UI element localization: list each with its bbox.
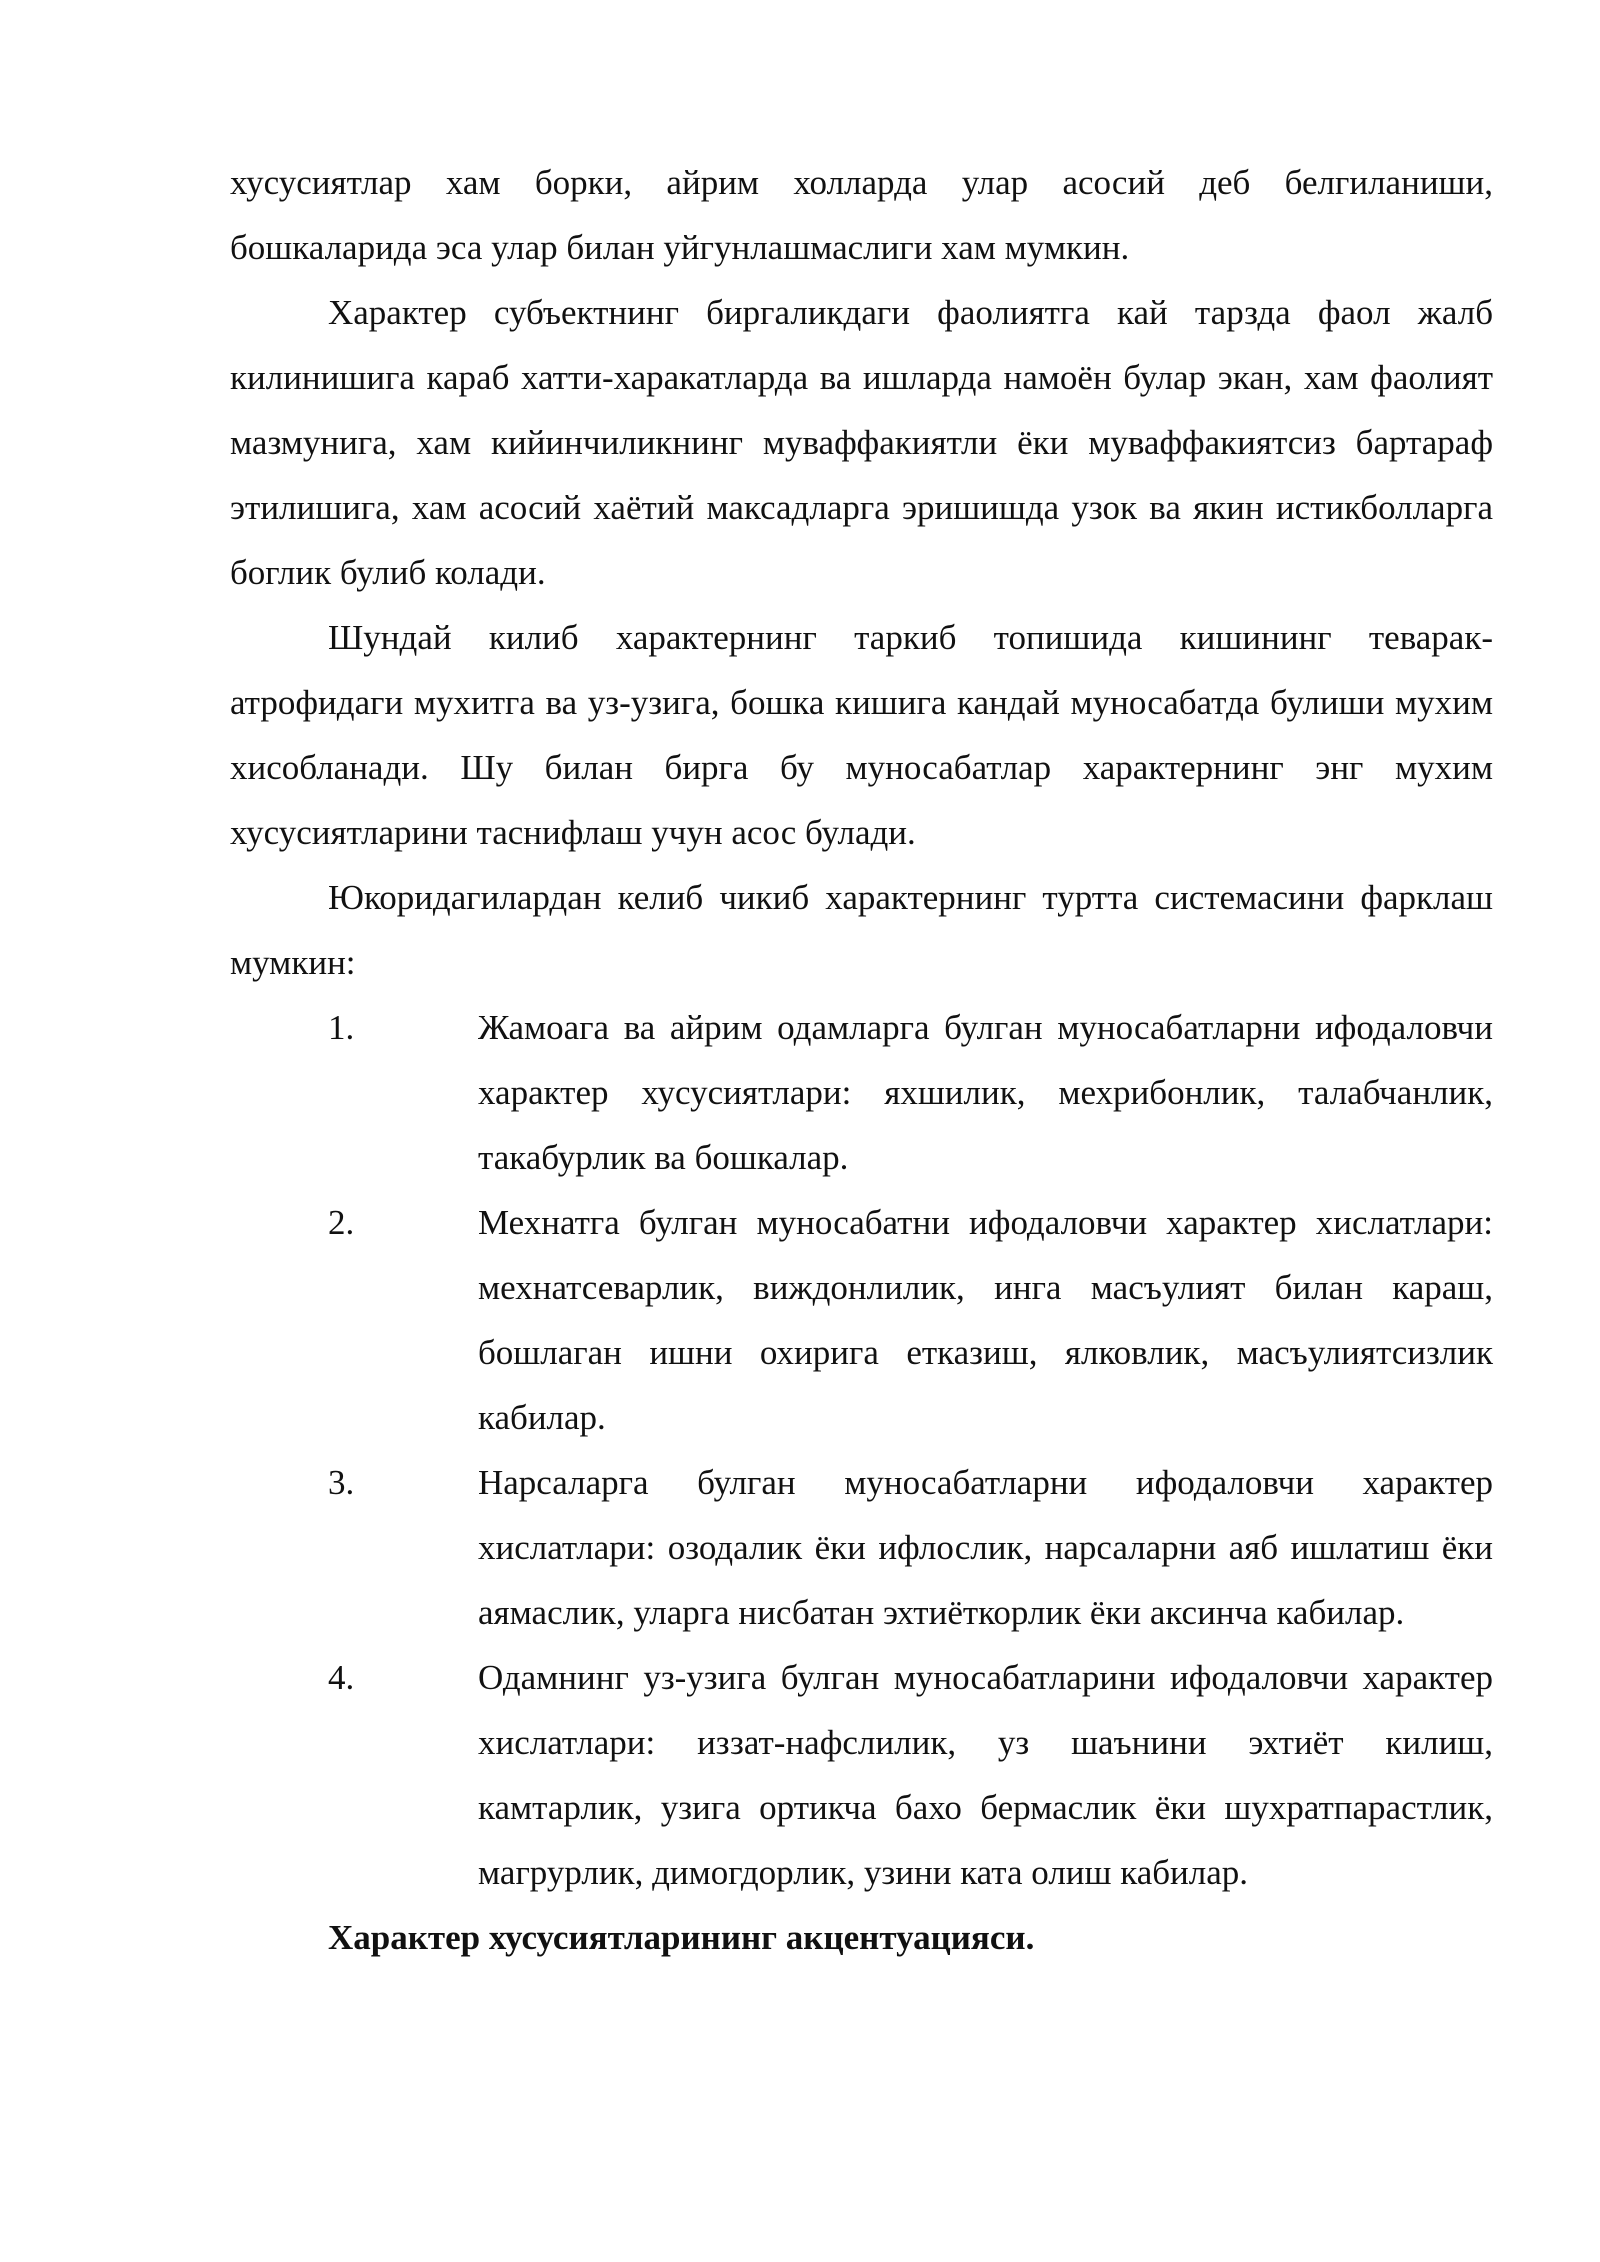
list-item-text: Жамоага ва айрим одамларга булган муносабатларни ифодаловчи характер хусусиятлари: яхшилик, мехрибонлик, талабчанлик, такабурлик ва бошкалар.: [478, 1008, 1493, 1177]
document-page: [230, 150, 1493, 1970]
systems-list: [230, 995, 1493, 1905]
section-heading: Характер хусусиятларининг акцентуацияси.: [328, 1918, 1035, 1957]
paragraph-character-activity: Характер субъектнинг биргаликдаги фаолиятга кай тарзда фаол жалб килинишига караб хатти-харакатларда ва ишларда намоён булар экан, хам фаолият мазмунига, хам кийинчиликнинг муваффакиятли ёки муваффакиятсиз бартараф этилишига, хам асосий хаётий максадларга эришишда узок ва якин истикболларга боглик булиб колади.: [230, 293, 1493, 592]
paragraph-character-formation: Шундай килиб характернинг таркиб топишида кишининг теварак-атрофидаги мухитга ва уз-узига, бошка кишига кандай муносабатда булиши мухим хисобланади. Шу билан бирга бу муносабатлар характернинг энг мухим хусусиятларини таснифлаш учун асос булади.: [230, 618, 1493, 852]
list-item: [230, 1450, 1493, 1645]
list-item-number: 1.: [328, 1008, 355, 1047]
list-item-number: 2.: [328, 1203, 355, 1242]
paragraph-four-systems: Юкоридагилардан келиб чикиб характернинг туртта системасини фарклаш мумкин:: [230, 878, 1493, 982]
list-item-text: Мехнатга булган муносабатни ифодаловчи характер хислатлари: мехнатсеварлик, виждонлилик, инга масъулият билан караш, бошлаган ишни охирига етказиш, ялковлик, масъулиятсизлик кабилар.: [478, 1203, 1493, 1437]
list-item-number: 3.: [328, 1463, 355, 1502]
list-item: [230, 1645, 1493, 1905]
list-item-text: Нарсаларга булган муносабатларни ифодаловчи характер хислатлари: озодалик ёки ифлослик, нарсаларни аяб ишлатиш ёки аямаслик, уларга нисбатан эхтиёткорлик ёки аксинча кабилар.: [478, 1463, 1493, 1632]
list-item: [230, 1190, 1493, 1450]
list-item: [230, 995, 1493, 1190]
list-item-number: 4.: [328, 1658, 355, 1697]
paragraph-continuation: хусусиятлар хам борки, айрим холларда улар асосий деб белгиланиши, бошкаларида эса улар билан уйгунлашмаслиги хам мумкин.: [230, 163, 1493, 267]
list-item-text: Одамнинг уз-узига булган муносабатларини ифодаловчи характер хислатлари: иззат-нафслилик, уз шаънини эхтиёт килиш, камтарлик, узига ортикча бахо бермаслик ёки шухратпарастлик, магрурлик, димогдорлик, узини ката олиш кабилар.: [478, 1658, 1493, 1892]
